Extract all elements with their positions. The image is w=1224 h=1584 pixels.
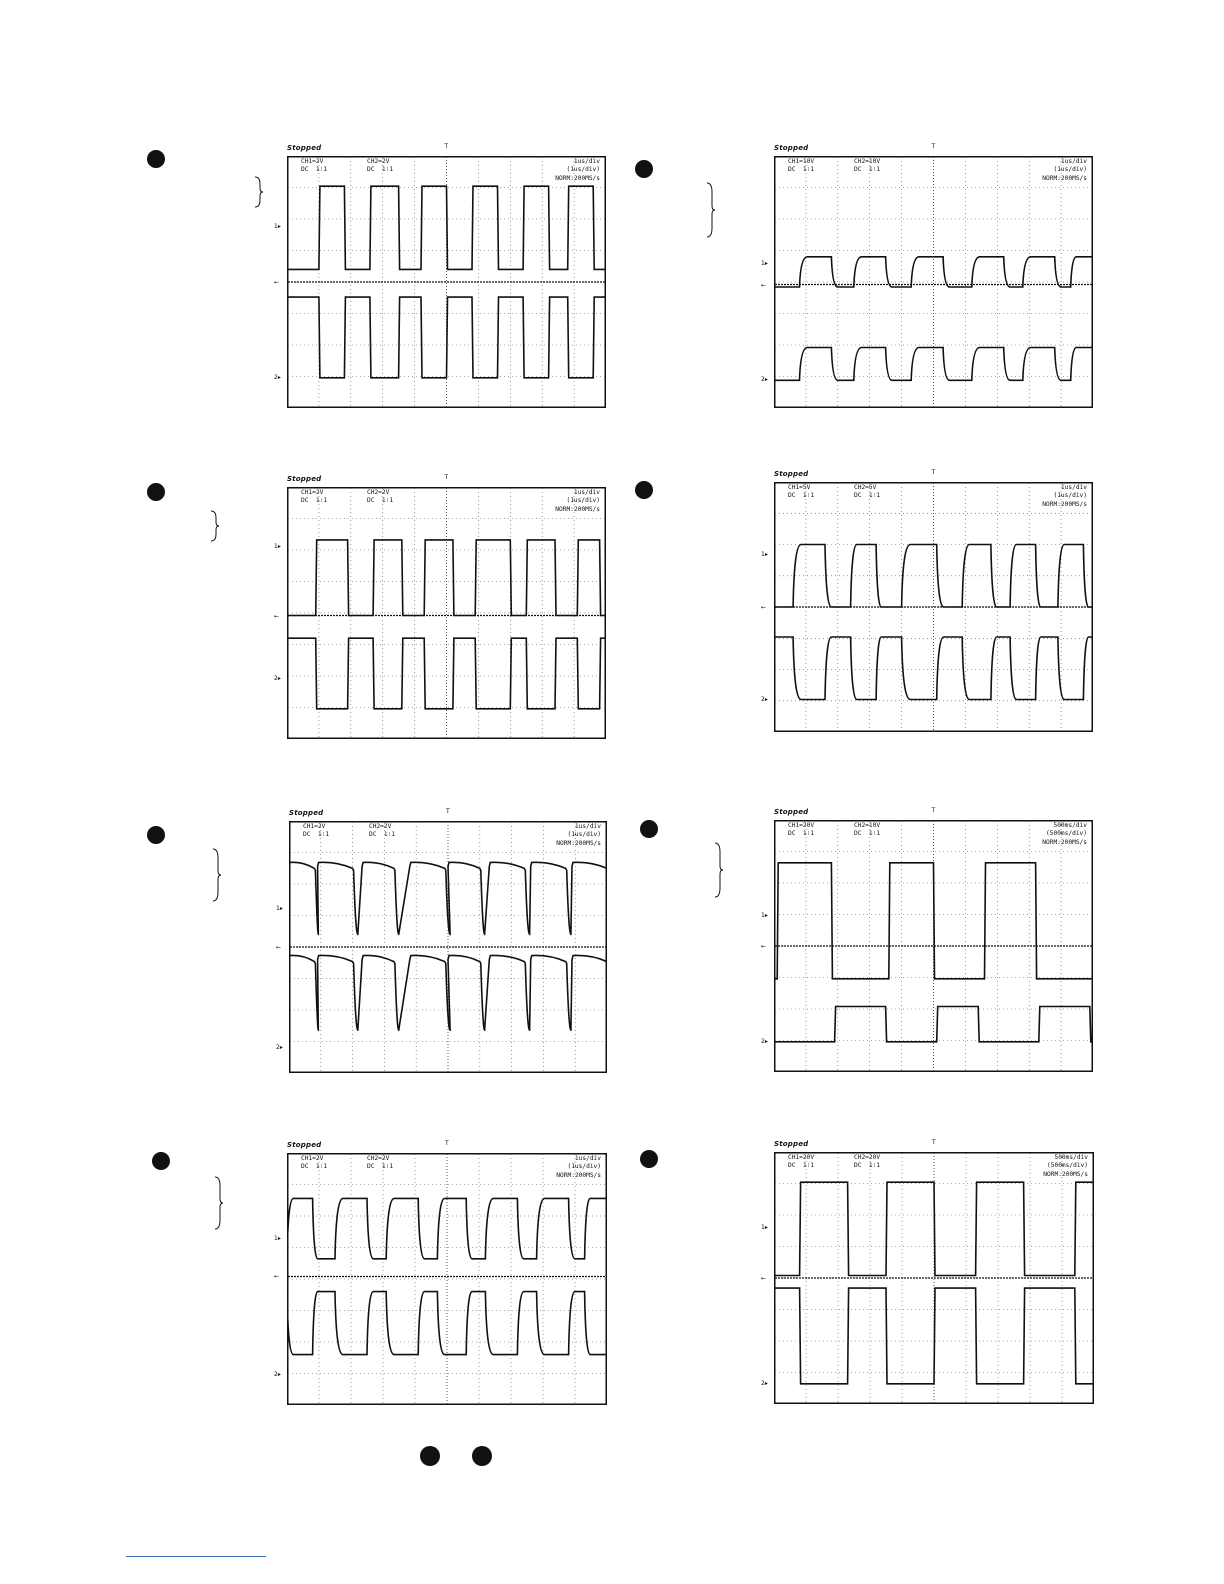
ch1-coupling: DC 1∶1 — [301, 166, 328, 174]
scope-b — [761, 143, 1093, 408]
brace-a — [254, 176, 264, 208]
ground-marker: ← — [761, 943, 767, 950]
ch2-settings — [367, 158, 393, 175]
ch2-coupling: DC 1∶1 — [367, 166, 394, 174]
acquisition-mode: NORM:200MS/s — [1042, 838, 1087, 846]
ch2-settings — [854, 822, 880, 839]
scope-screen — [774, 482, 1093, 732]
ch1-marker: 1▸ — [274, 222, 281, 230]
trigger-position-marker: T — [931, 807, 936, 814]
ch1-marker: 1▸ — [761, 911, 768, 919]
trigger-position-marker: T — [931, 143, 936, 150]
bullet-dot-footer-2 — [472, 1446, 492, 1466]
ch2-coupling: DC 1∶1 — [854, 166, 881, 174]
timebase-settings — [1042, 158, 1087, 183]
ground-marker: ← — [274, 279, 280, 286]
timebase-value: 500ms/div — [1053, 822, 1087, 829]
timebase-window: (1us/div) — [1053, 166, 1087, 174]
bullet-dot-c — [147, 483, 165, 501]
timebase-window: (1us/div) — [566, 497, 600, 505]
scope-screen — [289, 821, 607, 1073]
ch1-scale: CH1=5V — [788, 484, 811, 491]
scope-screen — [287, 487, 606, 739]
scope-e — [276, 808, 607, 1073]
acquisition-mode: NORM:200MS/s — [556, 839, 601, 847]
timebase-value: 500ms/div — [1054, 1154, 1088, 1161]
timebase-window: (1us/div) — [567, 831, 601, 839]
ch2-marker: 2▸ — [274, 1370, 281, 1378]
trigger-position-marker: T — [444, 143, 449, 150]
scope-screen — [774, 1152, 1094, 1404]
ch2-settings — [854, 484, 880, 501]
ch1-marker: 1▸ — [274, 1234, 281, 1242]
bullet-dot-e — [147, 826, 165, 844]
ch1-coupling: DC 1∶1 — [301, 1163, 328, 1171]
ch1-marker: 1▸ — [276, 905, 283, 913]
brace-e — [212, 848, 222, 902]
scope-frame — [288, 488, 606, 739]
brace-b — [706, 182, 716, 238]
ch2-trace — [287, 297, 606, 378]
ch2-coupling: DC 1∶1 — [854, 1162, 881, 1170]
ch2-trace — [774, 1007, 1093, 1042]
timebase-window: (1us/div) — [567, 1163, 601, 1171]
timebase-value: 1us/div — [1060, 158, 1087, 165]
ch2-settings — [854, 1154, 880, 1171]
ch1-marker: 1▸ — [761, 550, 768, 558]
ch2-coupling: DC 1∶1 — [367, 497, 394, 505]
brace-f — [714, 842, 724, 898]
ch2-settings — [369, 823, 395, 840]
ch1-settings — [788, 1154, 814, 1171]
scope-f — [761, 807, 1093, 1072]
timebase-window: (1us/div) — [1053, 492, 1087, 500]
scope-frame — [288, 1154, 607, 1405]
ground-marker: ← — [761, 604, 767, 611]
ground-marker: ← — [761, 281, 767, 289]
scope-status-label: Stopped — [289, 809, 324, 817]
ch1-scale: CH1=2V — [301, 1155, 324, 1162]
ch1-scale: CH1=20V — [788, 822, 815, 829]
trigger-position-marker: T — [445, 1140, 449, 1147]
scope-status-label: Stopped — [287, 475, 322, 483]
timebase-value: 1us/div — [573, 489, 600, 496]
bullet-dot-d — [635, 481, 653, 499]
acquisition-mode: NORM:200MS/s — [556, 1171, 601, 1179]
ch1-settings — [788, 822, 814, 839]
ch2-marker: 2▸ — [761, 695, 768, 703]
scope-a — [274, 143, 606, 408]
ch1-scale: CH1=2V — [303, 823, 326, 830]
scope-screen — [774, 156, 1093, 408]
ch1-coupling: DC 1∶1 — [301, 497, 328, 505]
ch2-marker: 2▸ — [761, 1379, 768, 1387]
ch1-settings — [301, 158, 327, 175]
brace-g — [214, 1176, 224, 1230]
ch2-scale: CH2=20V — [854, 1154, 881, 1161]
ch1-scale: CH1=2V — [301, 489, 324, 496]
timebase-value: 1us/div — [574, 823, 601, 830]
ch1-settings — [301, 1155, 327, 1172]
ch2-marker: 2▸ — [761, 1037, 768, 1045]
ch2-marker: 2▸ — [761, 376, 768, 384]
scope-status-label: Stopped — [287, 144, 322, 152]
ch2-settings — [367, 1155, 393, 1172]
ch1-settings — [788, 484, 814, 501]
ch2-settings — [854, 158, 880, 175]
ch2-scale: CH2=2V — [367, 1155, 390, 1162]
ch1-marker: 1▸ — [761, 1223, 768, 1231]
ch1-coupling: DC 1∶1 — [788, 166, 815, 174]
trigger-position-marker: T — [444, 474, 449, 481]
ch2-scale: CH2=2V — [367, 489, 390, 496]
ch1-trace — [287, 1198, 607, 1258]
ch1-settings — [301, 489, 327, 506]
scope-c — [274, 474, 606, 739]
ch1-settings — [788, 158, 814, 175]
footer-rule — [126, 1556, 266, 1557]
bullet-dot-g — [152, 1152, 170, 1170]
ch2-scale: CH2=5V — [854, 484, 877, 491]
bullet-dot-f — [640, 820, 658, 838]
timebase-settings — [1042, 822, 1087, 847]
timebase-settings — [555, 489, 600, 514]
scope-status-label: Stopped — [774, 1140, 809, 1148]
ch1-scale: CH1=2V — [301, 158, 324, 165]
trigger-position-marker: T — [931, 469, 936, 476]
trigger-position-marker: T — [446, 808, 450, 815]
ground-marker: ← — [761, 1275, 767, 1282]
scope-frame — [775, 157, 1093, 408]
ch1-marker: 1▸ — [761, 260, 768, 268]
scope-g — [274, 1140, 607, 1405]
scope-d — [761, 469, 1093, 732]
ch2-marker: 2▸ — [274, 373, 281, 381]
acquisition-mode: NORM:200MS/s — [1042, 174, 1087, 182]
scope-screen — [774, 820, 1093, 1072]
ch1-coupling: DC 1∶1 — [788, 492, 815, 500]
scope-screen — [287, 1153, 607, 1405]
scope-h — [761, 1139, 1094, 1404]
acquisition-mode: NORM:200MS/s — [1042, 500, 1087, 508]
ch2-scale: CH2=2V — [367, 158, 390, 165]
ch2-scale: CH2=10V — [854, 822, 881, 829]
ch2-trace — [289, 955, 607, 1030]
timebase-settings — [1042, 484, 1087, 509]
ch1-scale: CH1=10V — [788, 158, 815, 165]
acquisition-mode: NORM:200MS/s — [555, 505, 600, 513]
acquisition-mode: NORM:200MS/s — [555, 174, 600, 182]
ch2-marker: 2▸ — [276, 1043, 283, 1051]
timebase-value: 1us/div — [573, 158, 600, 165]
ch2-coupling: DC 1∶1 — [367, 1163, 394, 1171]
ch1-settings — [303, 823, 329, 840]
brace-c — [210, 510, 220, 542]
acquisition-mode: NORM:200MS/s — [1043, 1170, 1088, 1178]
timebase-window: (500ms/div) — [1046, 830, 1087, 838]
ch2-coupling: DC 1∶1 — [369, 831, 396, 839]
ground-marker: ← — [276, 944, 282, 951]
timebase-value: 1us/div — [1060, 484, 1087, 491]
ch2-coupling: DC 1∶1 — [854, 830, 881, 838]
ground-marker: ← — [274, 1273, 280, 1281]
scope-screen — [287, 156, 606, 408]
timebase-settings — [556, 823, 601, 848]
ch1-coupling: DC 1∶1 — [788, 830, 815, 838]
ch2-scale: CH2=10V — [854, 158, 881, 165]
timebase-value: 1us/div — [574, 1155, 601, 1162]
timebase-window: (1us/div) — [566, 166, 600, 174]
timebase-settings — [556, 1155, 601, 1180]
bullet-dot-footer-1 — [420, 1446, 440, 1466]
ch2-trace — [774, 1288, 1094, 1384]
scope-status-label: Stopped — [774, 470, 809, 478]
bullet-dot-a — [147, 150, 165, 168]
bullet-dot-h — [640, 1150, 658, 1168]
ground-marker: ← — [274, 612, 280, 620]
ch1-trace — [289, 862, 607, 934]
ch2-coupling: DC 1∶1 — [854, 492, 881, 500]
ch1-trace — [774, 863, 1093, 979]
ch1-coupling: DC 1∶1 — [303, 831, 330, 839]
ch2-marker: 2▸ — [274, 674, 281, 682]
bullet-dot-b — [635, 160, 653, 178]
scope-status-label: Stopped — [774, 808, 809, 816]
timebase-settings — [1043, 1154, 1088, 1179]
ch1-coupling: DC 1∶1 — [788, 1162, 815, 1170]
scope-status-label: Stopped — [287, 1141, 322, 1149]
ch1-marker: 1▸ — [274, 543, 281, 551]
ch2-scale: CH2=2V — [369, 823, 392, 830]
timebase-settings — [555, 158, 600, 183]
ch1-scale: CH1=20V — [788, 1154, 815, 1161]
ch2-settings — [367, 489, 393, 506]
timebase-window: (500ms/div) — [1047, 1162, 1088, 1170]
trigger-position-marker: T — [932, 1139, 936, 1146]
scope-status-label: Stopped — [774, 144, 809, 152]
